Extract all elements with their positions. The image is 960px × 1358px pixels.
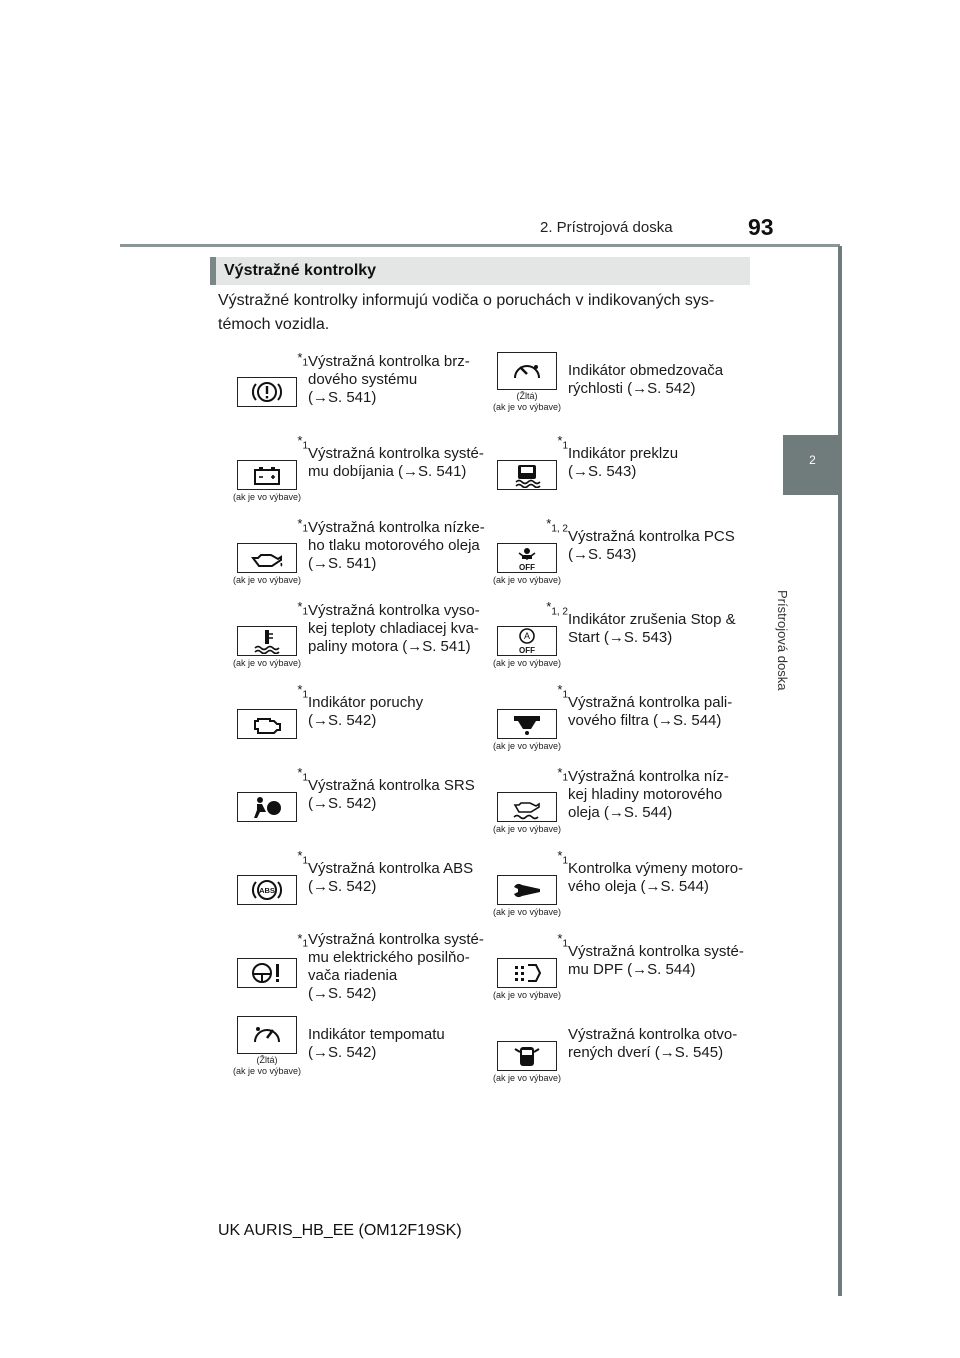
footer-code: UK AURIS_HB_EE (OM12F19SK) xyxy=(218,1222,462,1239)
indicator-description: Výstražná kontrolka systé- mu DPF (→S. 544) xyxy=(568,943,744,978)
footnote-marker: $*_1$ xyxy=(297,350,308,369)
chapter-tab: 2 xyxy=(783,435,842,495)
slip-indicator-icon xyxy=(510,462,544,488)
pcs-off-icon xyxy=(510,545,544,571)
indicator-row xyxy=(210,599,760,682)
icon-frame xyxy=(237,460,297,490)
indicator-description: Výstražná kontrolka ABS (→S. 542) xyxy=(308,860,474,895)
indicator-row xyxy=(210,682,760,765)
indicator-row xyxy=(210,848,760,931)
icon-frame xyxy=(237,792,297,822)
icon-frame xyxy=(237,543,297,573)
icon-frame xyxy=(237,626,297,656)
indicator-description: Výstražná kontrolka systé- mu elektrického posilňo- vača riadenia (→S. 542) xyxy=(308,931,484,1002)
indicator-description: Indikátor zrušenia Stop & Start (→S. 543) xyxy=(568,611,736,646)
indicator-item xyxy=(230,516,500,599)
indicator-row xyxy=(210,516,760,599)
indicator-item xyxy=(230,350,500,433)
indicator-item xyxy=(490,848,760,931)
indicator-description: Výstražná kontrolka SRS (→S. 542) xyxy=(308,777,475,812)
svg-text:A: A xyxy=(523,631,531,641)
indicator-item xyxy=(230,765,500,848)
equipment-note: (ak je vo výbave) xyxy=(492,1073,562,1083)
indicator-description: Kontrolka výmeny motoro- vého oleja (→S. 544) xyxy=(568,860,744,895)
icon-frame xyxy=(237,1016,297,1054)
side-bar xyxy=(838,246,842,1296)
icon-frame xyxy=(497,626,557,656)
indicator-row xyxy=(210,350,760,433)
oil-pressure-icon xyxy=(250,545,284,571)
svg-text:OFF: OFF xyxy=(519,646,535,654)
indicator-row xyxy=(210,765,760,848)
footnote-marker: $*_{1, 2}$ xyxy=(546,516,568,535)
indicator-item xyxy=(490,433,760,516)
dpf-icon xyxy=(510,960,544,986)
equipment-note: (ak je vo výbave) xyxy=(492,575,562,585)
indicator-description: Výstražná kontrolka otvo- rených dverí (→S. 545) xyxy=(568,1026,738,1061)
indicator-description: Výstražná kontrolka systé- mu dobíjania (→S. 541) xyxy=(308,445,484,480)
indicator-description: Indikátor preklzu (→S. 543) xyxy=(568,445,679,480)
footnote-marker: $*_1$ xyxy=(297,682,308,701)
indicator-description: Výstražná kontrolka níz- kej hladiny motorového oleja (→S. 544) xyxy=(568,768,729,821)
indicator-description: Výstražná kontrolka nízke- ho tlaku motorového oleja (→S. 541) xyxy=(308,519,485,572)
footnote-marker: $*_1$ xyxy=(557,931,568,950)
icon-frame xyxy=(497,709,557,739)
footnote-marker: $*_1$ xyxy=(557,433,568,452)
icon-frame xyxy=(237,709,297,739)
indicator-description: Indikátor obmedzovača rýchlosti (→S. 542) xyxy=(568,362,724,397)
footnote-marker: $*_1$ xyxy=(557,848,568,867)
equipment-note: (ak je vo výbave) xyxy=(492,824,562,834)
icon-frame xyxy=(237,958,297,988)
header-rule xyxy=(120,244,840,247)
door-open-icon xyxy=(510,1043,544,1069)
indicator-item xyxy=(490,599,760,682)
footnote-marker: $*_1$ xyxy=(297,599,308,618)
icon-frame xyxy=(497,460,557,490)
indicator-item xyxy=(490,682,760,765)
indicator-item xyxy=(230,1014,500,1097)
indicator-description: Indikátor tempomatu (→S. 542) xyxy=(308,1026,445,1061)
equipment-note: (ak je vo výbave) xyxy=(232,492,302,502)
svg-text:OFF: OFF xyxy=(519,563,535,571)
equipment-note: (Žltá) (ak je vo výbave) xyxy=(492,391,562,412)
section-heading-text: Výstražné kontrolky xyxy=(224,262,377,279)
equipment-note: (ak je vo výbave) xyxy=(232,658,302,668)
indicator-row xyxy=(210,1014,760,1097)
icon-frame xyxy=(497,792,557,822)
cruise-control-icon xyxy=(250,1022,284,1048)
equipment-note: (Žltá) (ak je vo výbave) xyxy=(232,1055,302,1076)
indicator-row xyxy=(210,433,760,516)
power-steering-icon xyxy=(250,960,284,986)
brake-warning-icon xyxy=(250,379,284,405)
stop-start-off-icon xyxy=(510,628,544,654)
icon-frame xyxy=(497,958,557,988)
icon-frame xyxy=(497,543,557,573)
page-number: 93 xyxy=(748,214,774,240)
indicator-description: Výstražná kontrolka brz- dového systému (→S. 541) xyxy=(308,353,470,406)
footnote-marker: $*_1$ xyxy=(557,765,568,784)
icon-frame xyxy=(497,875,557,905)
indicator-grid xyxy=(210,350,760,1097)
footnote-marker: $*_1$ xyxy=(297,848,308,867)
equipment-note: (ak je vo výbave) xyxy=(492,658,562,668)
indicator-row xyxy=(210,931,760,1014)
icon-frame xyxy=(237,377,297,407)
equipment-note: (ak je vo výbave) xyxy=(232,575,302,585)
wrench-icon xyxy=(510,877,544,903)
footnote-marker: $*_1$ xyxy=(297,931,308,950)
speed-limiter-icon xyxy=(510,358,544,384)
coolant-temperature-icon xyxy=(250,628,284,654)
chapter-label: Prístrojová doska xyxy=(775,590,790,691)
header-section-title: 2. Prístrojová doska xyxy=(540,219,673,236)
indicator-item xyxy=(490,350,760,433)
indicator-item xyxy=(490,765,760,848)
icon-frame xyxy=(497,1041,557,1071)
indicator-description: Výstražná kontrolka PCS (→S. 543) xyxy=(568,528,735,563)
indicator-description: Výstražná kontrolka pali- vového filtra (→S. 544) xyxy=(568,694,733,729)
battery-icon xyxy=(250,462,284,488)
equipment-note: (ak je vo výbave) xyxy=(492,907,562,917)
footnote-marker: $*_1$ xyxy=(297,433,308,452)
indicator-item xyxy=(230,931,500,1014)
check-engine-icon xyxy=(250,711,284,737)
indicator-item xyxy=(230,848,500,931)
abs-icon xyxy=(250,877,284,903)
section-heading xyxy=(210,257,750,285)
icon-frame xyxy=(497,352,557,390)
indicator-item xyxy=(230,682,500,765)
indicator-item xyxy=(490,931,760,1014)
footnote-marker: $*_1$ xyxy=(297,516,308,535)
indicator-description: Výstražná kontrolka vyso- kej teploty chladiacej kva- paliny motora (→S. 541) xyxy=(308,602,480,655)
footnote-marker: $*_1$ xyxy=(297,765,308,784)
indicator-item xyxy=(230,599,500,682)
indicator-item xyxy=(490,1014,760,1097)
fuel-filter-icon xyxy=(510,711,544,737)
footnote-marker: $*_{1, 2}$ xyxy=(546,599,568,618)
srs-airbag-icon xyxy=(250,794,284,820)
equipment-note: (ak je vo výbave) xyxy=(492,741,562,751)
intro-paragraph: Výstražné kontrolky informujú vodiča o poruchách v indikovaných sys- témoch vozidla. xyxy=(218,292,715,333)
icon-frame xyxy=(237,875,297,905)
oil-level-icon xyxy=(510,794,544,820)
equipment-note: (ak je vo výbave) xyxy=(492,990,562,1000)
indicator-description: Indikátor poruchy (→S. 542) xyxy=(308,694,424,729)
footnote-marker: $*_1$ xyxy=(557,682,568,701)
indicator-item xyxy=(490,516,760,599)
indicator-item xyxy=(230,433,500,516)
svg-text:ABS: ABS xyxy=(259,886,275,895)
